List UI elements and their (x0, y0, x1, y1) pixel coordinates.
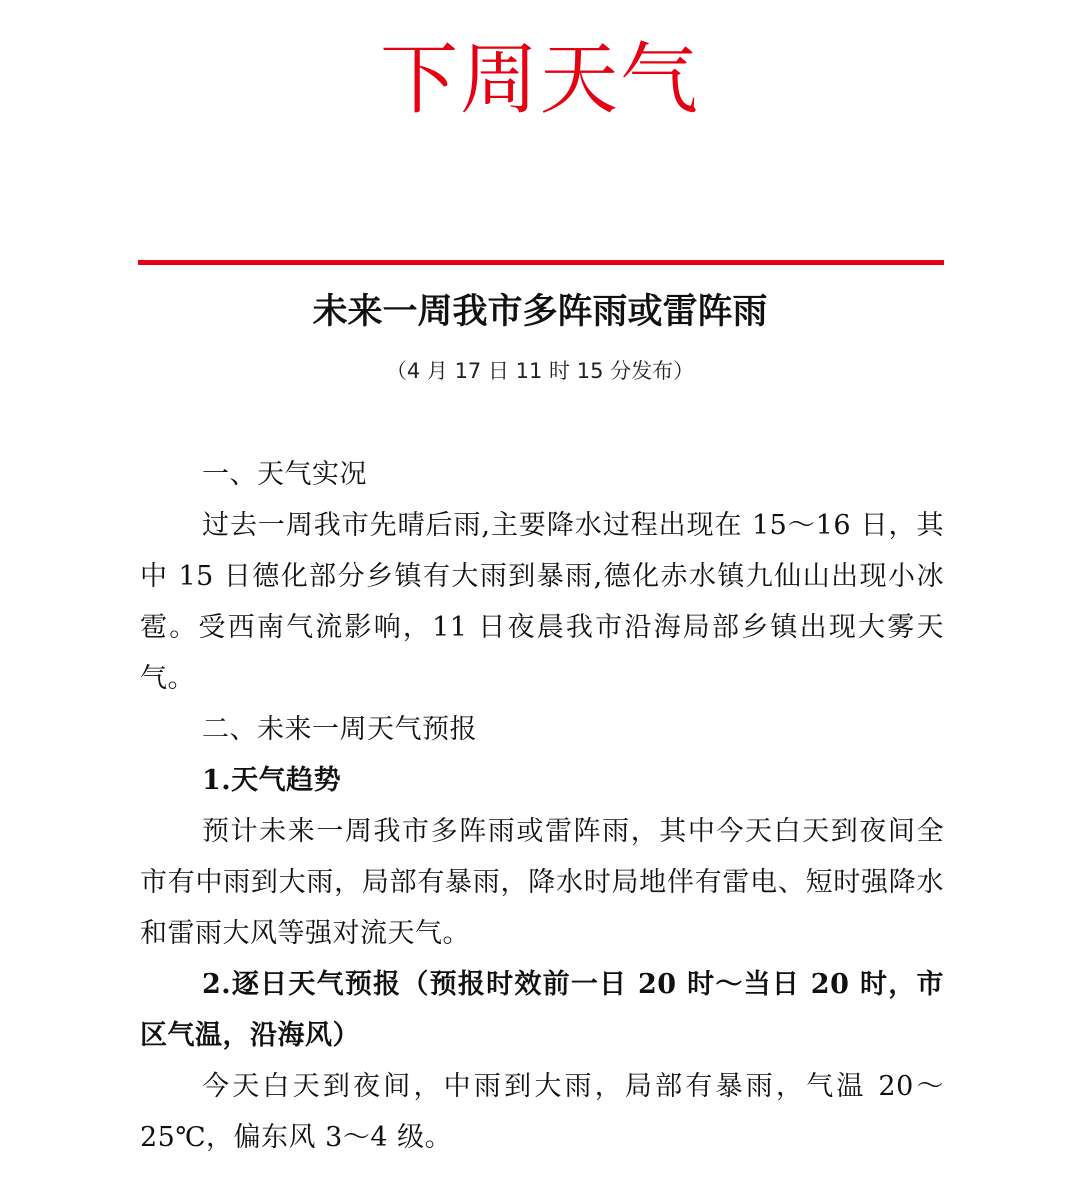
section-heading-weekly-forecast: 二、未来一周天气预报 (202, 714, 477, 745)
red-divider-line (138, 260, 944, 265)
paragraph-daily-forecast: 今天白天到夜间，中雨到大雨，局部有暴雨，气温 20～25℃，偏东风 3～4 级。 (140, 1071, 944, 1153)
paragraph-weather-observation: 过去一周我市先晴后雨,主要降水过程出现在 15～16 日，其中 15 日德化部分乡镇有大雨到暴雨,德化赤水镇九仙山出现小冰雹。受西南气流影响，11 日夜晨我市沿海局部乡镇出现大雾天气。 (140, 510, 944, 694)
document-body (140, 449, 944, 1163)
subheading-weather-trend: 1.天气趋势 (202, 765, 342, 796)
release-time: （4 月 17 日 11 时 15 分发布） (385, 359, 695, 383)
section-heading-weather-observation: 一、天气实况 (202, 459, 367, 490)
masthead-title: 下周天气 (379, 35, 700, 125)
document-title: 未来一周我市多阵雨或雷阵雨 (312, 292, 768, 332)
subheading-daily-forecast: 2.逐日天气预报（预报时效前一日 20 时～当日 20 时，市区气温，沿海风） (140, 969, 944, 1051)
paragraph-weather-trend: 预计未来一周我市多阵雨或雷阵雨，其中今天白天到夜间全市有中雨到大雨，局部有暴雨，降水时局地伴有雷电、短时强降水和雷雨大风等强对流天气。 (140, 816, 944, 949)
